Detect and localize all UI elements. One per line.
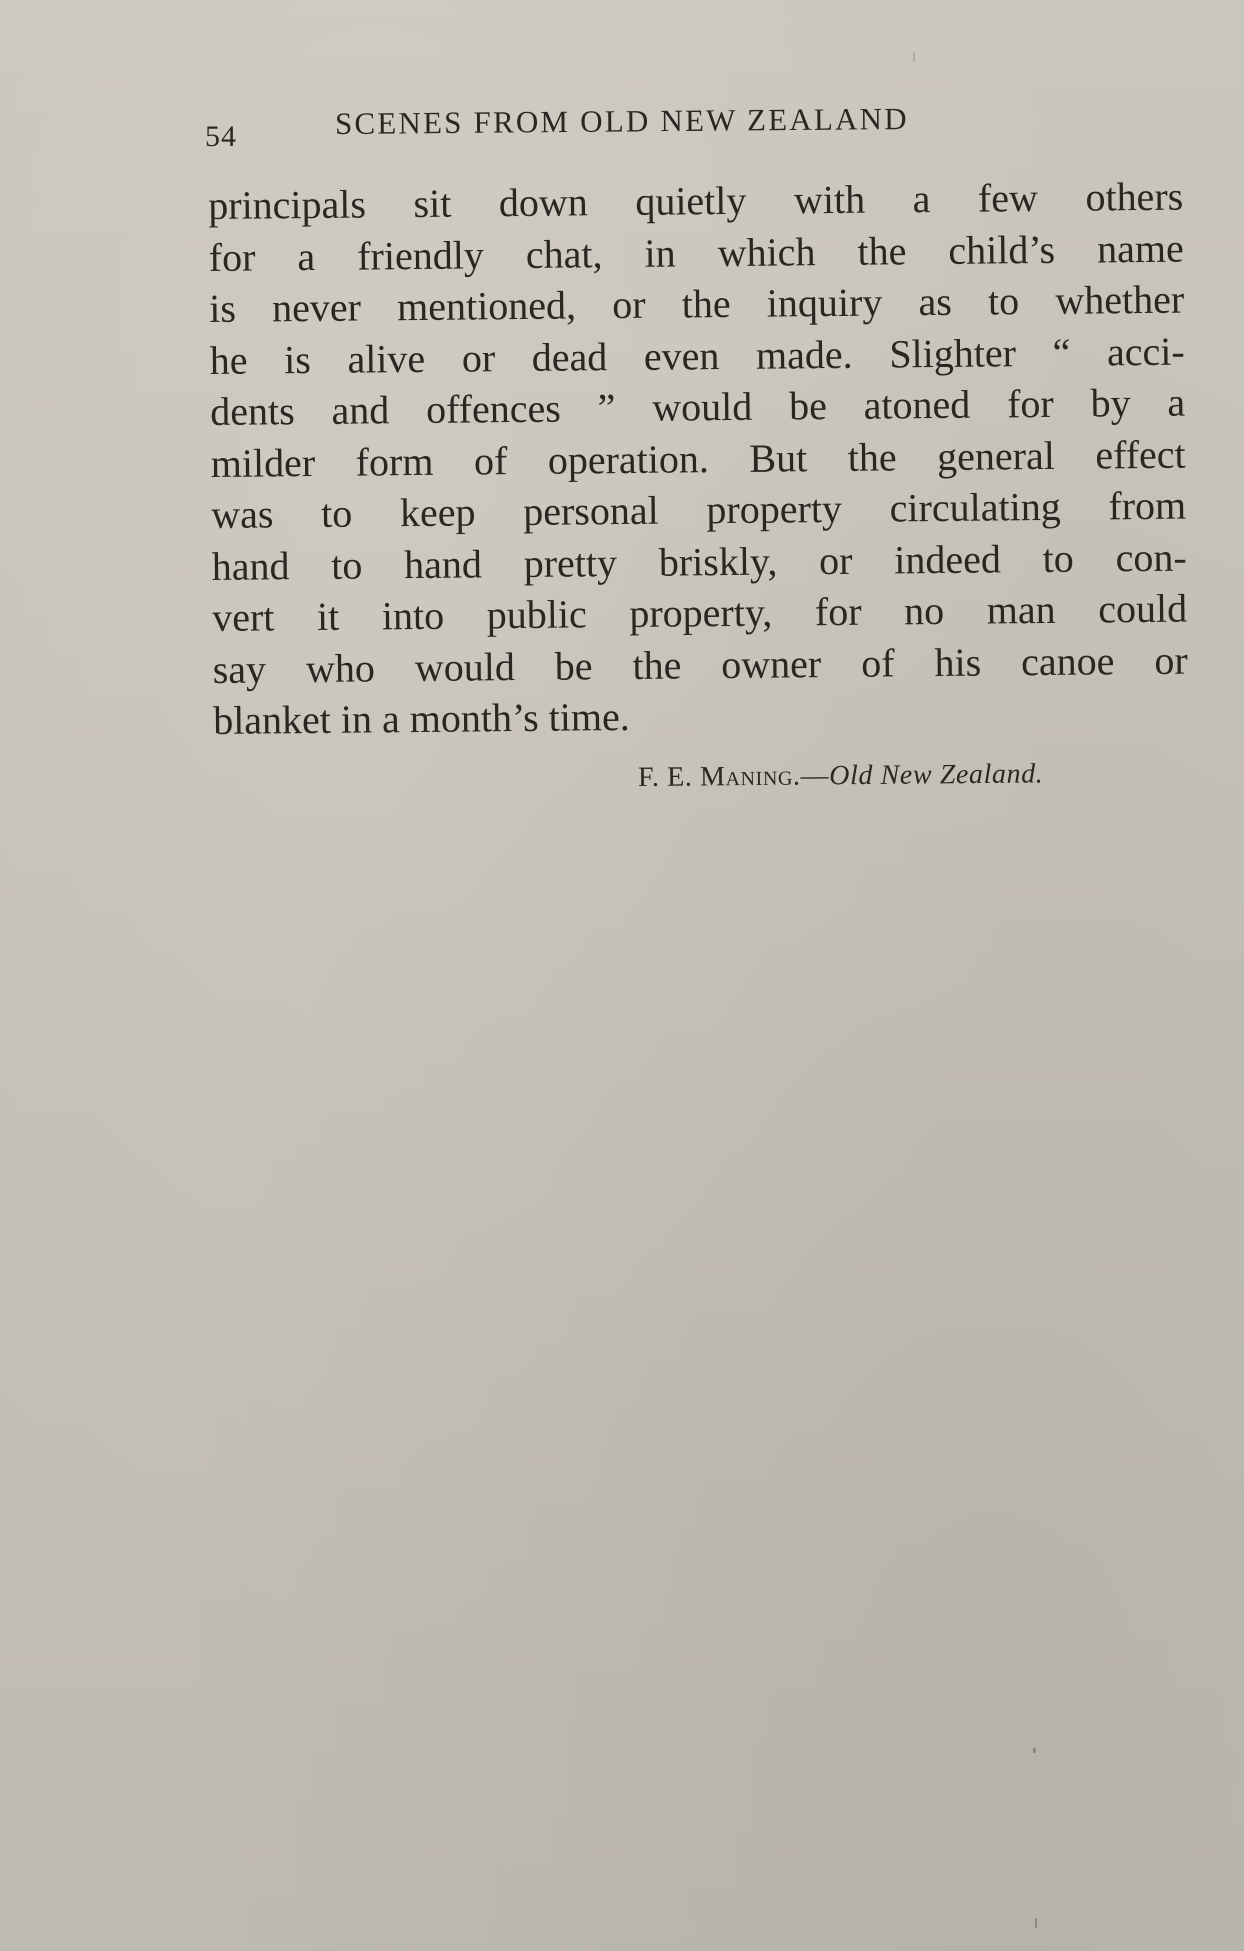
- text-line: is never mentioned, or the inquiry as to whether: [209, 276, 1185, 331]
- paper-speck: [1035, 1918, 1037, 1928]
- attribution-author: F. E. Maning.: [637, 760, 801, 793]
- attribution-work: Old New Zealand.: [829, 758, 1044, 792]
- page-number: 54: [205, 120, 237, 153]
- text-line: for a friendly chat, in which the child’s name: [208, 225, 1184, 280]
- text-line-last: blanket in a month’s time.: [212, 693, 630, 743]
- paper-speck: [913, 52, 915, 62]
- text-line: was to keep personal property circulating from: [210, 482, 1187, 537]
- text-line: he is alive or dead even made. Slighter “ acci-: [209, 328, 1185, 383]
- text-line: milder form of operation. But the general effect: [210, 431, 1186, 486]
- body-paragraph: [208, 171, 1188, 747]
- attribution: [638, 758, 1044, 794]
- paper-speck: [1033, 1748, 1036, 1753]
- running-title: SCENES FROM OLD NEW ZEALAND: [334, 100, 909, 141]
- page-header: [205, 100, 1055, 153]
- text-line: vert it into public property, for no man could: [211, 585, 1188, 640]
- attribution-dash: —: [800, 760, 830, 792]
- text-line: hand to hand pretty briskly, or indeed to con-: [211, 534, 1187, 589]
- text-line: say who would be the owner of his canoe or: [212, 637, 1188, 692]
- text-line: dents and offences ” would be atoned for by a: [210, 379, 1186, 434]
- text-line: principals sit down quietly with a few others: [208, 173, 1184, 228]
